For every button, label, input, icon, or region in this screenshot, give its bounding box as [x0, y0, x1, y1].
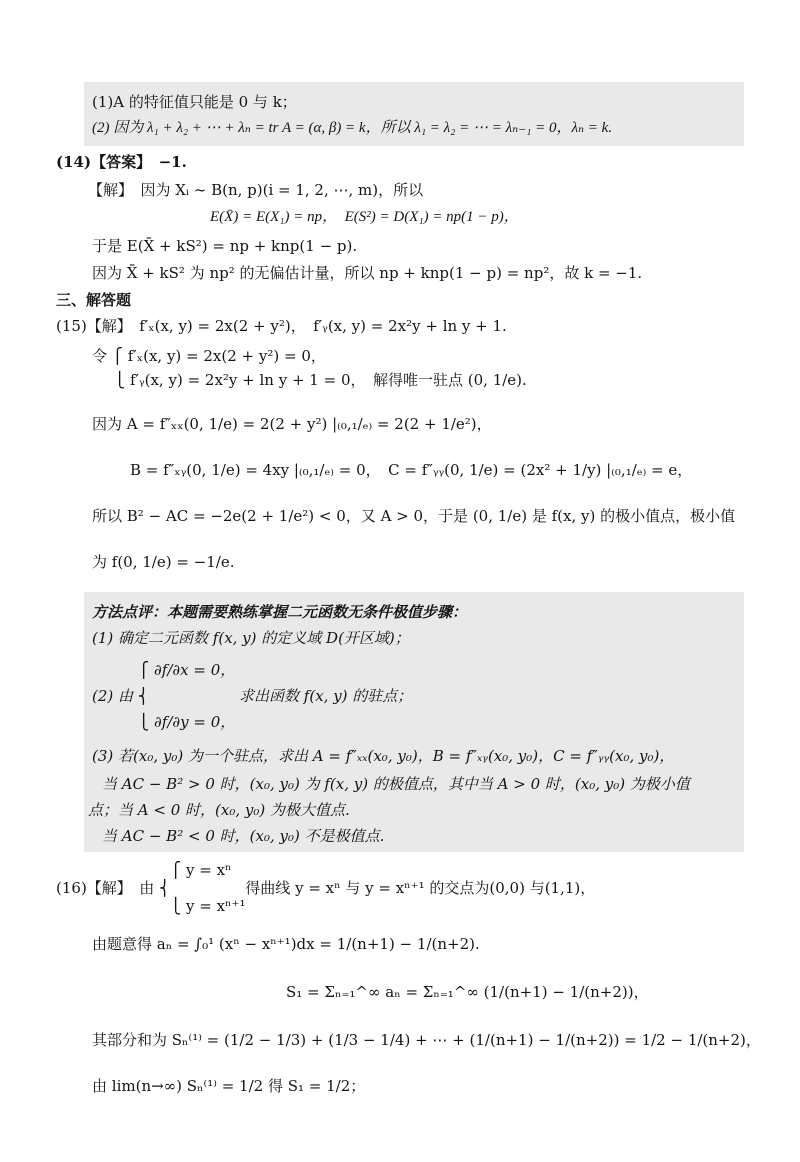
- q14-solution-line-2: E(X̄) = E(X₁) = np， E(S²) = D(X₁) = np(1 − p)，: [210, 209, 519, 225]
- q16-line-2: 由题意得 aₙ = ∫₀¹ (xⁿ − xⁿ⁺¹)dx = 1/(n+1) − 1/(n+2).: [92, 935, 480, 953]
- q14-solution-line-3: 于是 E(X̄ + kS²) = np + knp(1 − p).: [92, 237, 358, 255]
- q16-line-3: S₁ = Σₙ₌₁^∞ aₙ = Σₙ₌₁^∞ (1/(n+1) − 1/(n+2))，: [286, 983, 649, 1001]
- q14-solution-line-4: 因为 X̄ + kS² 为 np² 的无偏估计量，所以 np + knp(1 − p) = np²，故 k = −1.: [92, 264, 643, 282]
- top-box-line-2: (2) 因为 λ₁ + λ₂ + ⋯ + λₙ = tr A = (α, β) = k，所以 λ₁ = λ₂ = ⋯ = λₙ₋₁ = 0，λₙ = k.: [92, 120, 613, 136]
- q16-line-1b: (16)【解】 由 ⎨ 得曲线 y = xⁿ 与 y = xⁿ⁺¹ 的交点为(0,0) 与(1,1)，: [56, 879, 596, 897]
- q14-answer: (14)【答案】 −1.: [56, 153, 187, 171]
- method-step-2b: (2) 由 ⎨ 求出函数 f(x, y) 的驻点；: [92, 687, 413, 705]
- method-step-3: (3) 若(x₀, y₀) 为一个驻点，求出 A = f″ₓₓ(x₀, y₀)，B = f″ₓᵧ(x₀, y₀)，C = f″ᵧᵧ(x₀, y₀)，: [92, 747, 675, 765]
- q15-line-6: 为 f(0, 1/e) = −1/e.: [92, 553, 235, 571]
- q15-line-5: 所以 B² − AC = −2e(2 + 1/e²) < 0，又 A > 0，于是 (0, 1/e) 是 f(x, y) 的极小值点，极小值: [92, 507, 736, 525]
- q16-line-1a: ⎧ y = xⁿ: [170, 861, 232, 879]
- q15-line-2b: ⎩ f′ᵧ(x, y) = 2x²y + ln y + 1 = 0， 解得唯一驻点 (0, 1/e).: [114, 371, 527, 389]
- q15-line-4: B = f″ₓᵧ(0, 1/e) = 4xy |₍₀,₁/ₑ₎ = 0， C = f″ᵧᵧ(0, 1/e) = (2x² + 1/y) |₍₀,₁/ₑ₎ = e，: [130, 461, 693, 479]
- q16-line-5: 由 lim(n→∞) Sₙ⁽¹⁾ = 1/2 得 S₁ = 1/2；: [92, 1077, 366, 1095]
- q14-solution-line-1: 【解】 因为 Xᵢ ~ B(n, p)(i = 1, 2, ⋯, m)，所以: [88, 181, 424, 199]
- q15-line-3: 因为 A = f″ₓₓ(0, 1/e) = 2(2 + y²) |₍₀,₁/ₑ₎ = 2(2 + 1/e²)，: [92, 415, 492, 433]
- method-step-5: 点；当 A < 0 时，(x₀, y₀) 为极大值点.: [88, 801, 350, 819]
- q16-line-1c: ⎩ y = xⁿ⁺¹: [170, 897, 246, 915]
- method-step-2c: ⎩ ∂f/∂y = 0，: [138, 713, 236, 731]
- section-title: 三、解答题: [56, 291, 132, 309]
- method-step-6: 当 AC − B² < 0 时，(x₀, y₀) 不是极值点.: [102, 827, 385, 845]
- method-step-4: 当 AC − B² > 0 时，(x₀, y₀) 为 f(x, y) 的极值点，其中当 A > 0 时，(x₀, y₀) 为极小值: [102, 775, 690, 793]
- q15-line-2a: 令 ⎧ f′ₓ(x, y) = 2x(2 + y²) = 0，: [92, 347, 326, 365]
- q16-line-4: 其部分和为 Sₙ⁽¹⁾ = (1/2 − 1/3) + (1/3 − 1/4) + ⋯ + (1/(n+1) − 1/(n+2)) = 1/2 − 1/(n+2)，: [92, 1031, 761, 1049]
- method-title: 方法点评：本题需要熟练掌握二元函数无条件极值步骤：: [92, 603, 468, 621]
- top-box-line-1: (1)A 的特征值只能是 0 与 k；: [92, 93, 297, 111]
- q15-line-1: (15)【解】 f′ₓ(x, y) = 2x(2 + y²)， f′ᵧ(x, y) = 2x²y + ln y + 1.: [56, 317, 507, 335]
- method-step-2a: ⎧ ∂f/∂x = 0，: [138, 661, 236, 679]
- method-step-1: (1) 确定二元函数 f(x, y) 的定义域 D(开区域)；: [92, 629, 410, 647]
